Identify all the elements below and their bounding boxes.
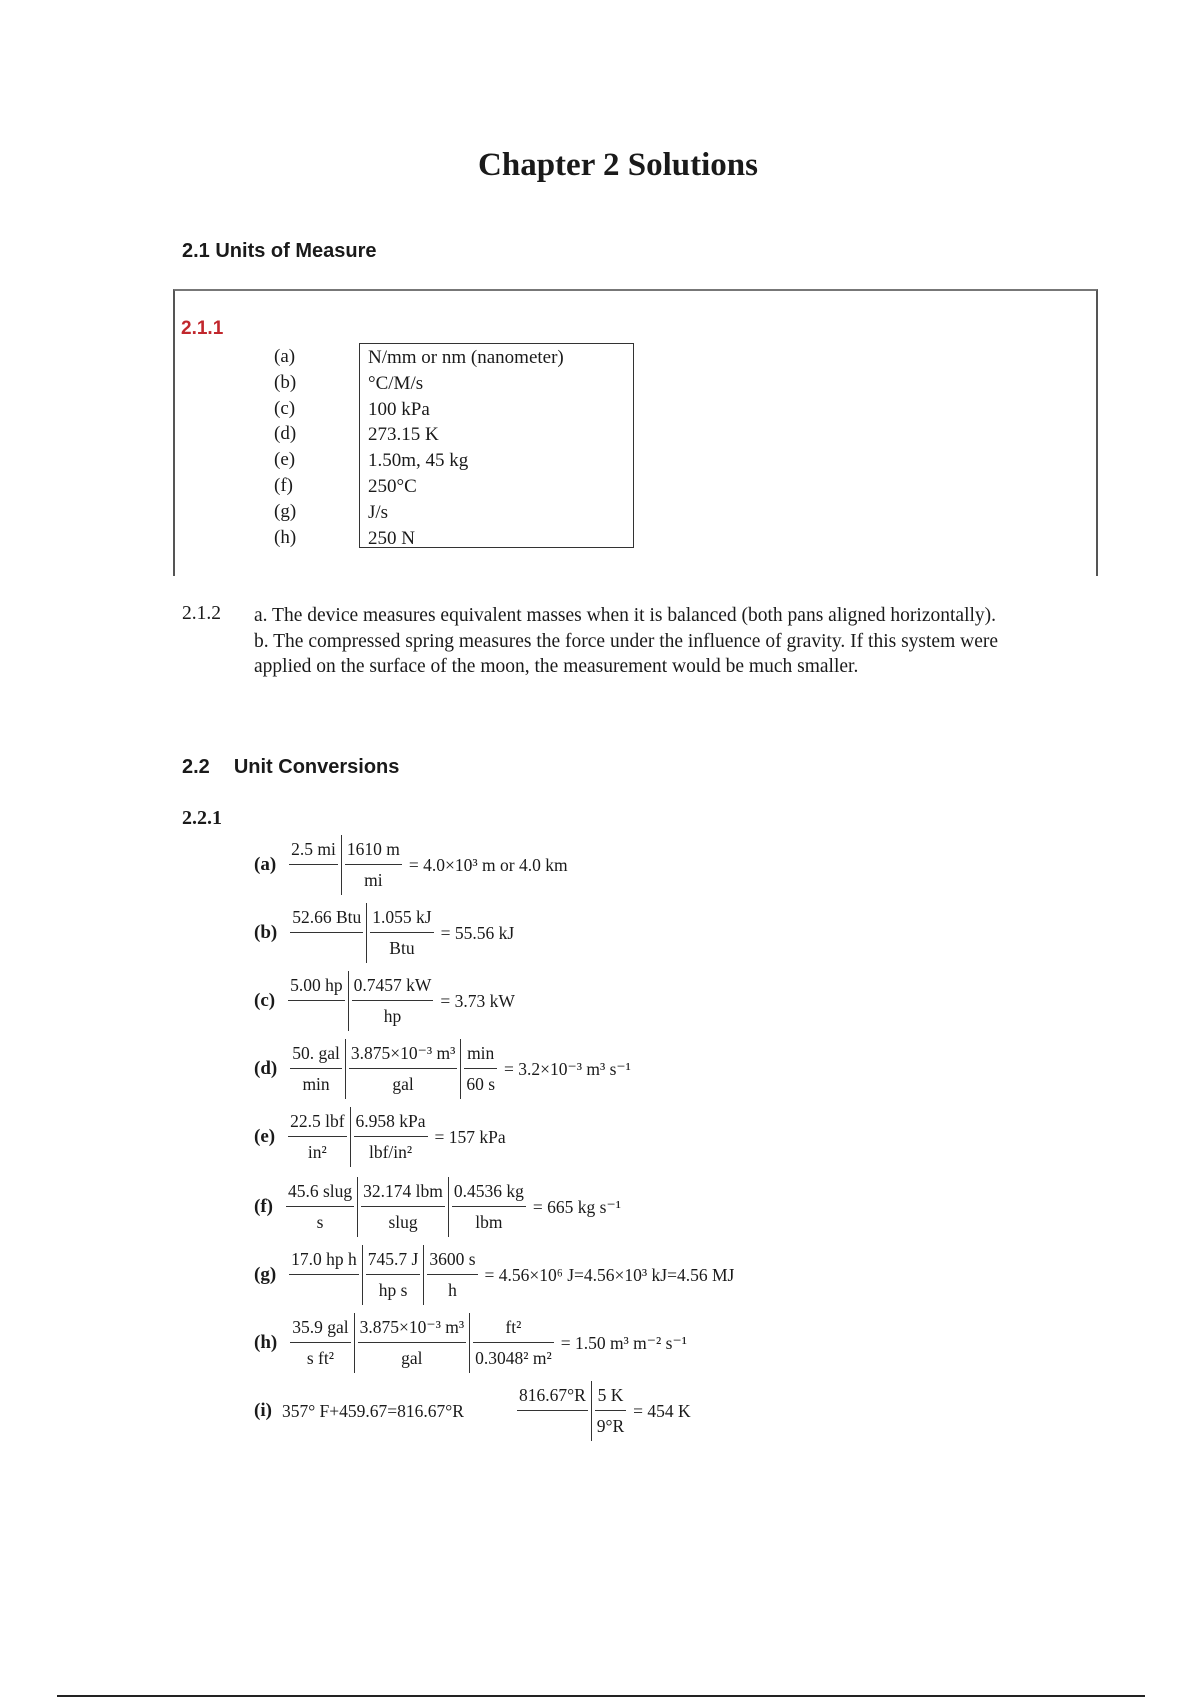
answer-value: 1.50m, 45 kg xyxy=(368,450,469,472)
answer-value: J/s xyxy=(368,501,389,523)
problem-2-1-1-frame xyxy=(173,289,1098,576)
conversion-label: (g) xyxy=(254,1264,277,1285)
factor: 5.00 hp xyxy=(285,975,348,1027)
factor: $\frac{0.4536 kg}{\text{lbm}}$ xyxy=(453,1181,524,1232)
conversion-i xyxy=(254,1385,691,1437)
answer-value: 273.15 K xyxy=(368,424,439,446)
page-bottom-rule xyxy=(57,1695,1145,1697)
conversion-label: (b) xyxy=(254,922,278,943)
part-b-text: b. The compressed spring measures the force under the influence of gravity. If this system were applied on the surface of the moon, the measurement would be much smaller. xyxy=(254,630,999,678)
answer-value: °C/M/s xyxy=(368,372,424,394)
conversion-label: (f) xyxy=(254,1196,273,1217)
factor: $\frac{\min}{60 s}$ xyxy=(466,1043,496,1094)
section-heading-2-2 xyxy=(182,756,399,779)
factor: $\frac{745.7 J}{\text{hp s}}$ xyxy=(367,1249,419,1300)
page-title: Chapter 2 Solutions xyxy=(478,147,758,183)
factor: $\frac{\text{6.958 kPa}}{\text{lbf/in²}}$ xyxy=(355,1111,426,1162)
answer-labels xyxy=(274,344,296,550)
factor: $\frac{\text{45.6 slug}}{s}$ xyxy=(287,1181,353,1232)
conversion-result: = 157 kPa xyxy=(434,1126,506,1147)
answer-label: (e) xyxy=(274,449,296,471)
answer-label: (b) xyxy=(274,371,297,393)
section-title: Unit Conversions xyxy=(233,756,400,778)
answer-box xyxy=(359,343,634,548)
conversion-result: = 3.73 kW xyxy=(440,990,515,1011)
factor: $\frac{0.7457 kW}{hp}$ xyxy=(353,975,432,1026)
problem-number-2-1-1: 2.1.1 xyxy=(181,318,224,339)
conversion-result: = 55.56 kJ xyxy=(440,922,515,943)
conversion-label: (h) xyxy=(254,1332,278,1353)
factor: $\frac{\text{22.5 lbf}}{\text{in²}}$ xyxy=(290,1111,345,1162)
answer-value: 250 N xyxy=(368,527,415,549)
conversion-g xyxy=(254,1249,734,1301)
conversion-label: (a) xyxy=(254,854,277,875)
conversion-result: = 4.56×10⁶ J=4.56×10³ kJ=4.56 MJ xyxy=(484,1264,735,1285)
answer-label: (a) xyxy=(274,346,296,367)
factor: 2.5 mi xyxy=(286,839,341,891)
conversion-f xyxy=(254,1181,621,1233)
answer-value: N/mm or nm (nanometer) xyxy=(368,347,564,368)
conversion-result: = 4.0×10³ m or 4.0 km xyxy=(408,854,568,875)
factor: $\frac{\text{3.875×10⁻³ m³}}{\text{gal}}$ xyxy=(350,1043,456,1094)
problem-2-1-2-answer xyxy=(254,603,1014,680)
factor: $\frac{1.055 kJ}{\text{Btu}}$ xyxy=(372,907,432,958)
conversion-c xyxy=(254,975,515,1027)
factor: $\frac{\text{50. gal}}{\min}$ xyxy=(292,1043,340,1094)
conversion-label: (c) xyxy=(254,990,276,1011)
answer-label: (c) xyxy=(274,397,296,419)
conversion-b xyxy=(254,907,514,959)
answer-label: (f) xyxy=(274,474,293,496)
conversion-e xyxy=(254,1111,506,1163)
factor: $\frac{5 K}{9^\circ R}$ xyxy=(596,1385,625,1436)
factor: 17.0 hp h xyxy=(286,1249,362,1301)
problem-number-2-1-2: 2.1.2 xyxy=(182,603,221,624)
conversion-d xyxy=(254,1043,631,1095)
part-a-text: a. The device measures equivalent masses when it is balanced (both pans aligned horizontally). xyxy=(254,605,997,626)
conversion-result: = 3.2×10⁻³ m³ s⁻¹ xyxy=(504,1058,631,1079)
factor: 816.67°R xyxy=(514,1385,591,1437)
conversion-label: (e) xyxy=(254,1126,276,1147)
factor: $\frac{\text{32.174 lbm}}{\text{slug}}$ xyxy=(363,1181,443,1232)
answer-label: (d) xyxy=(274,423,297,445)
answer-value: 100 kPa xyxy=(368,398,430,420)
section-number: 2.2 xyxy=(182,756,210,778)
factor: 52.66 Btu xyxy=(287,907,366,959)
problem-number-2-2-1: 2.2.1 xyxy=(182,807,222,829)
factor: $\frac{\text{35.9 gal}}{\text{s ft²}}$ xyxy=(292,1317,349,1368)
answer-label: (h) xyxy=(274,526,297,548)
answer-label: (g) xyxy=(274,500,297,522)
factor: $\frac{\text{ft²}}{\text{0.3048² m²}}$ xyxy=(475,1317,552,1368)
conversion-label: (i) xyxy=(254,1400,272,1421)
conversion-label: (d) xyxy=(254,1058,278,1079)
conversion-h xyxy=(254,1317,687,1369)
conversion-a xyxy=(254,839,568,891)
rankine-sum: 357° F+459.67=816.67°R xyxy=(281,1400,464,1421)
conversion-result: = 665 kg s⁻¹ xyxy=(532,1196,621,1217)
answer-value: 250°C xyxy=(368,475,417,497)
factor: $\frac{1610 m}{mi}$ xyxy=(346,839,400,890)
conversion-result: = 454 K xyxy=(633,1400,691,1421)
section-heading-2-1: 2.1 Units of Measure xyxy=(182,240,377,262)
factor: $\frac{\text{3.875×10⁻³ m³}}{\text{gal}}$ xyxy=(359,1317,465,1368)
factor: $\frac{3600 s}{h}$ xyxy=(429,1249,476,1300)
conversion-result: = 1.50 m³ m⁻² s⁻¹ xyxy=(560,1332,687,1353)
